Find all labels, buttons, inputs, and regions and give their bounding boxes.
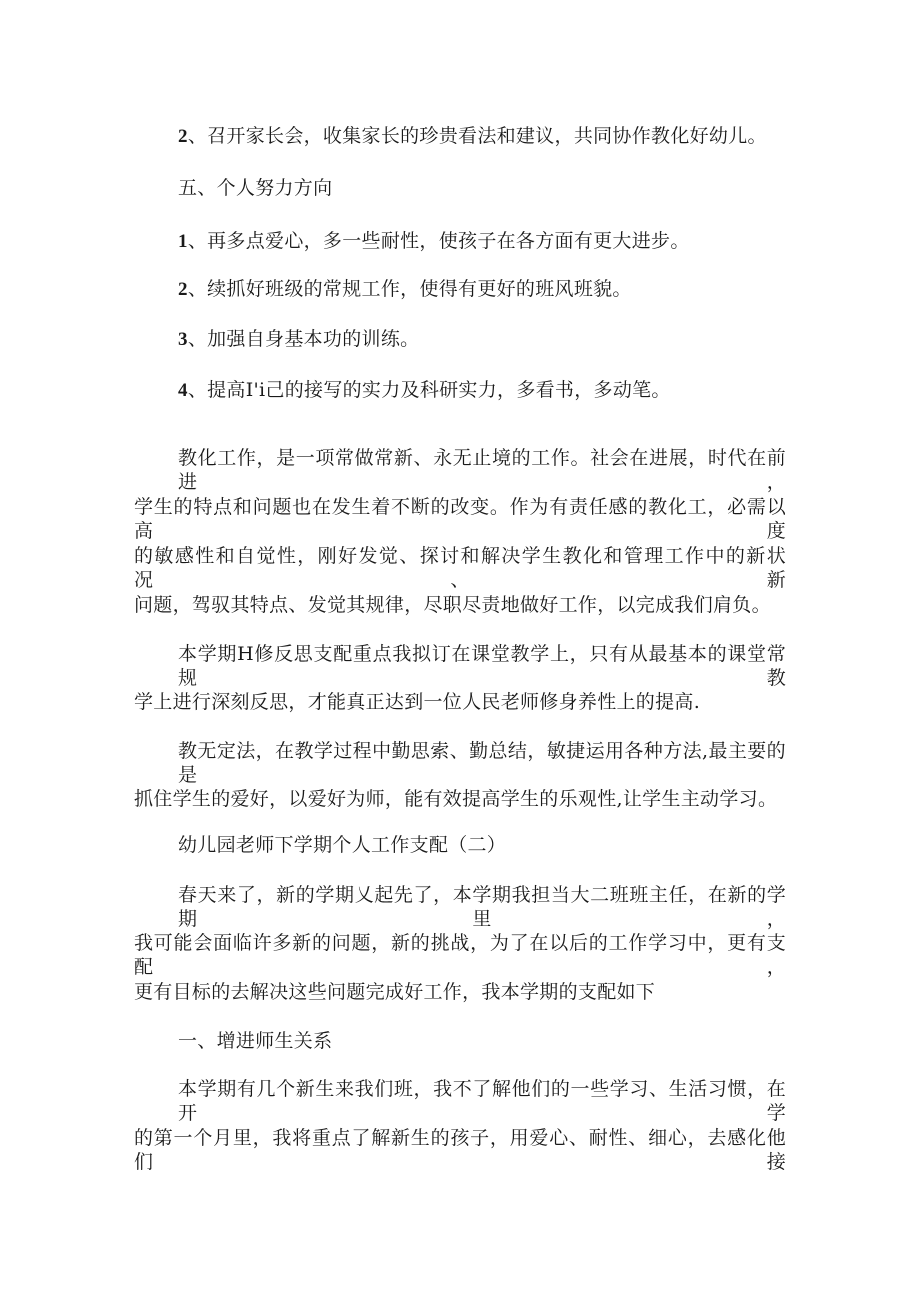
paragraph-line: 本学期H修反思支配重点我拟订在课堂教学上，只有从最基本的课堂常规教 xyxy=(178,643,786,689)
list-number: 1 xyxy=(178,231,188,252)
list-text: 、再多点爱心，多一些耐性，使孩子在各方面有更大进步。 xyxy=(187,230,690,252)
list-item xyxy=(178,229,690,254)
paragraph-line: 我可能会面临许多新的问题，新的挑战，为了在以后的工作学习中，更有支配， xyxy=(134,932,786,978)
list-item xyxy=(178,378,671,403)
list-number: 3 xyxy=(178,329,188,350)
list-number: 2 xyxy=(178,126,188,147)
paragraph-line: 本学期有几个新生来我们班，我不了解他们的一些学习、生活习惯，在开学 xyxy=(178,1078,786,1124)
section-heading xyxy=(178,176,332,200)
paragraph-line: 春天来了，新的学期乂起先了，本学期我担当大二班班主任，在新的学期里， xyxy=(178,884,786,930)
section-title: 幼儿园老师下学期个人工作支配（二） xyxy=(178,834,507,856)
paragraph-line: 教化工作，是一项常做常新、永无止境的工作。社会在进展，时代在前进， xyxy=(178,447,786,493)
list-item xyxy=(178,327,419,352)
list-text: 、续抓好班级的常规工作，使得有更好的班风班貌。 xyxy=(187,278,632,300)
paragraph-line: 更有目标的去解决这些问题完成好工作，我本学期的支配如下 xyxy=(134,981,656,1003)
heading-text: 五、个人努力方向 xyxy=(178,177,333,199)
paragraph-line: 的敏感性和自觉性，刚好发觉、探讨和解决学生教化和管理工作中的新状况、新 xyxy=(134,545,786,591)
list-number: 4 xyxy=(178,380,188,401)
paragraph-line: 的第一个月里，我将重点了解新生的孩子，用爱心、耐性、细心，去感化他们接 xyxy=(134,1127,786,1173)
list-text: 、召开家长会，收集家长的珍贵看法和建议，共同协作教化好幼儿。 xyxy=(187,125,767,147)
paragraph-line: 学上进行深刻反思，才能真正达到一位人民老师修身养性上的提高. xyxy=(134,691,701,713)
list-text: 、加强自身基本功的训练。 xyxy=(187,328,420,350)
paragraph-line: 问题，驾驭其特点、发觉其规律，尽职尽责地做好工作，以完成我们肩负。 xyxy=(134,594,771,616)
list-item xyxy=(178,124,767,149)
list-number: 2 xyxy=(178,279,188,300)
list-text: 、提高I'i己的接写的实力及科研实力，多看书，多动笔。 xyxy=(187,379,671,401)
list-item xyxy=(178,277,632,302)
paragraph-line: 学生的特点和问题也在发生着不断的改变。作为有责任感的教化工，必需以高度 xyxy=(134,496,786,542)
section-heading: 一、增进师生关系 xyxy=(178,1030,333,1052)
paragraph-line: 抓住学生的爱好，以爱好为师，能有效提高学生的乐观性,让学生主动学习。 xyxy=(134,788,778,810)
paragraph-line: 教无定法，在教学过程中勤思索、勤总结，敏捷运用各种方法,最主要的是 xyxy=(178,740,786,786)
